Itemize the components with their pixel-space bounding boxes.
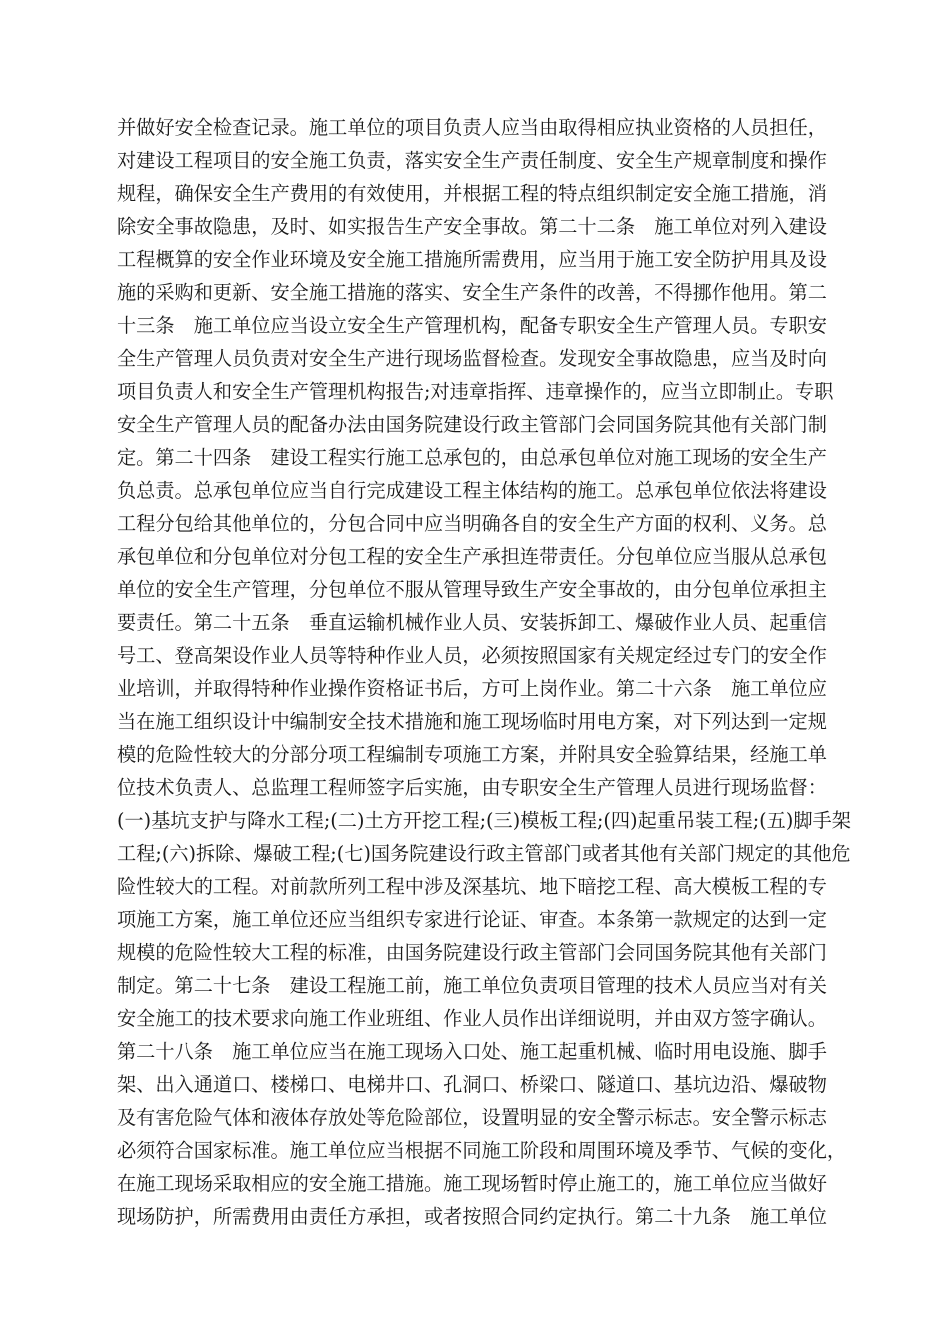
text-line: 现场防护，所需费用由责任方承担，或者按照合同约定执行。第二十九条 施工单位 [117, 1205, 827, 1228]
text-line: 除安全事故隐患，及时、如实报告生产安全事故。第二十二条 施工单位对列入建设 [117, 215, 827, 238]
text-line: 施的采购和更新、安全施工措施的落实、安全生产条件的改善，不得挪作他用。第二 [117, 281, 827, 304]
text-line: 号工、登高架设作业人员等特种作业人员，必须按照国家有关规定经过专门的安全作 [117, 644, 827, 667]
text-line: 十三条 施工单位应当设立安全生产管理机构，配备专职安全生产管理人员。专职安 [117, 314, 827, 337]
text-line: 要责任。第二十五条 垂直运输机械作业人员、安装拆卸工、爆破作业人员、起重信 [117, 611, 827, 634]
text-line: 安全生产管理人员的配备办法由国务院建设行政主管部门会同国务院其他有关部门制 [117, 413, 827, 436]
text-line: 模的危险性较大的分部分项工程编制专项施工方案，并附具安全验算结果，经施工单 [117, 743, 827, 766]
text-line: 险性较大的工程。对前款所列工程中涉及深基坑、地下暗挖工程、高大模板工程的专 [117, 875, 827, 898]
text-line: 位技术负责人、总监理工程师签字后实施，由专职安全生产管理人员进行现场监督： [117, 776, 827, 799]
text-line: 项施工方案，施工单位还应当组织专家进行论证、审查。本条第一款规定的达到一定 [117, 908, 827, 931]
text-line: 并做好安全检查记录。施工单位的项目负责人应当由取得相应执业资格的人员担任， [117, 116, 827, 139]
text-line: 业培训，并取得特种作业操作资格证书后，方可上岗作业。第二十六条 施工单位应 [117, 677, 827, 700]
text-line: 工程;(六)拆除、爆破工程;(七)国务院建设行政主管部门或者其他有关部门规定的其他危 [117, 842, 851, 865]
text-line: (一)基坑支护与降水工程;(二)土方开挖工程;(三)模板工程;(四)起重吊装工程;(五)脚手架 [117, 809, 851, 832]
text-line: 及有害危险气体和液体存放处等危险部位，设置明显的安全警示标志。安全警示标志 [117, 1106, 827, 1129]
text-line: 负总责。总承包单位应当自行完成建设工程主体结构的施工。总承包单位依法将建设 [117, 479, 827, 502]
text-line: 工程分包给其他单位的，分包合同中应当明确各自的安全生产方面的权利、义务。总 [117, 512, 827, 535]
text-line: 制定。第二十七条 建设工程施工前，施工单位负责项目管理的技术人员应当对有关 [117, 974, 827, 997]
text-line: 当在施工组织设计中编制安全技术措施和施工现场临时用电方案，对下列达到一定规 [117, 710, 827, 733]
text-line: 在施工现场采取相应的安全施工措施。施工现场暂时停止施工的，施工单位应当做好 [117, 1172, 827, 1195]
text-line: 全生产管理人员负责对安全生产进行现场监督检查。发现安全事故隐患，应当及时向 [117, 347, 827, 370]
text-line: 单位的安全生产管理，分包单位不服从管理导致生产安全事故的，由分包单位承担主 [117, 578, 827, 601]
text-line: 必须符合国家标准。施工单位应当根据不同施工阶段和周围环境及季节、气候的变化， [117, 1139, 847, 1162]
text-line: 工程概算的安全作业环境及安全施工措施所需费用，应当用于施工安全防护用具及设 [117, 248, 827, 271]
text-line: 规程，确保安全生产费用的有效使用，并根据工程的特点组织制定安全施工措施，消 [117, 182, 827, 205]
text-line: 对建设工程项目的安全施工负责，落实安全生产责任制度、安全生产规章制度和操作 [117, 149, 827, 172]
body-text [117, 111, 851, 1233]
text-line: 项目负责人和安全生产管理机构报告;对违章指挥、违章操作的，应当立即制止。专职 [117, 380, 834, 403]
text-line: 规模的危险性较大工程的标准，由国务院建设行政主管部门会同国务院其他有关部门 [117, 941, 827, 964]
text-line: 安全施工的技术要求向施工作业班组、作业人员作出详细说明，并由双方签字确认。 [117, 1007, 827, 1030]
text-line: 定。第二十四条 建设工程实行施工总承包的，由总承包单位对施工现场的安全生产 [117, 446, 827, 469]
text-line: 第二十八条 施工单位应当在施工现场入口处、施工起重机械、临时用电设施、脚手 [117, 1040, 827, 1063]
text-line: 承包单位和分包单位对分包工程的安全生产承担连带责任。分包单位应当服从总承包 [117, 545, 827, 568]
text-line: 架、出入通道口、楼梯口、电梯井口、孔洞口、桥梁口、隧道口、基坑边沿、爆破物 [117, 1073, 827, 1096]
